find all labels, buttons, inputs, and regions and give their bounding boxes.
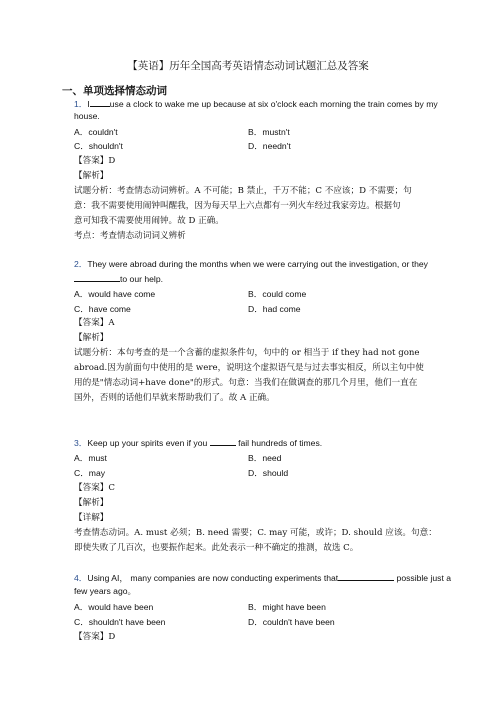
answer-label: 【答案】D: [74, 632, 116, 642]
question-number: 3．: [74, 438, 88, 448]
question-number: 4．: [74, 573, 88, 583]
answer-blank: [74, 272, 120, 282]
answer-blank: [338, 571, 394, 581]
question-number: 1．: [74, 99, 88, 109]
analysis-text: 用的是"情态动词+have done"的形式。句意：当我们在做调查的那几个月里，他们一直在: [74, 378, 418, 388]
option-a: A．would have been: [74, 602, 154, 612]
option-d: D．couldn't have been: [248, 617, 335, 627]
question-4-stem-cont: few years ago。: [74, 586, 137, 596]
analysis-label: 【解析】: [74, 333, 109, 343]
option-a: A．couldn't: [74, 127, 118, 137]
option-c: C．shouldn't have been: [74, 617, 166, 627]
section-heading: 一、单项选择情态动词: [62, 85, 167, 97]
answer-blank: [90, 97, 110, 107]
option-d: D．should: [248, 468, 289, 478]
analysis-text: abroad.因为前面句中使用的是 were，说明这个虚拟语气是与过去事实相反，所以主句中使: [74, 363, 424, 373]
option-b: B．need: [248, 453, 282, 463]
question-2-stem: 2．They were abroad during the months when we were carrying out the investigation, or they: [74, 259, 428, 269]
detail-text: 考查情态动词。A. must 必须；B. need 需要；C. may 可能，或许；D. should 应该。句意：: [74, 528, 437, 538]
question-4-stem: 4．Using AI， many companies are now conducting experiments that possible just a: [74, 573, 452, 583]
analysis-label: 【解析】: [74, 171, 109, 181]
option-c: C．have come: [74, 304, 131, 314]
option-a: A．would have come: [74, 289, 156, 299]
answer-label: 【答案】A: [74, 318, 115, 328]
question-2-stem-cont: to our help.: [74, 272, 163, 286]
option-c: C．may: [74, 468, 106, 478]
analysis-text: 意可知我不需要使用闹钟。故 D 正确。: [74, 216, 224, 226]
analysis-text: 试题分析：本句考查的是一个含蓄的虚拟条件句，句中的 or 相当于 if they had not gone: [74, 348, 420, 358]
question-1-stem: 1．I use a clock to wake me up because at six o'clock each morning the train comes by my: [74, 99, 438, 109]
test-point: 考点：考查情态动词词义辨析: [74, 231, 186, 241]
option-a: A．must: [74, 453, 107, 463]
option-c: C．shouldn't: [74, 141, 123, 151]
analysis-text: 国外，否则的话他们早就来帮助我们了。故 A 正确。: [74, 393, 275, 403]
option-b: B．could come: [248, 289, 307, 299]
answer-label: 【答案】C: [74, 483, 115, 493]
analysis-label: 【解析】: [74, 498, 109, 508]
option-d: D．had come: [248, 304, 301, 314]
question-1-stem-cont: house.: [74, 111, 100, 121]
answer-blank: [210, 436, 236, 446]
option-b: B．mustn't: [248, 127, 290, 137]
question-3-stem: 3．Keep up your spirits even if you fail hundreds of times.: [74, 438, 323, 448]
analysis-text: 试题分析：考查情态动词辨析。A 不可能；B 禁止，千万不能；C 不应该；D 不需要；句: [74, 186, 412, 196]
detail-label: 【详解】: [74, 513, 109, 523]
answer-label: 【答案】D: [74, 156, 116, 166]
detail-text: 即使失败了几百次，也要振作起来。此处表示一种不确定的推测，故选 C。: [74, 543, 359, 553]
option-b: B．might have been: [248, 602, 326, 612]
document-title: 【英语】历年全国高考英语情态动词试题汇总及答案: [127, 60, 369, 72]
question-number: 2．: [74, 259, 88, 269]
analysis-text: 意：我不需要使用闹钟叫醒我，因为每天早上六点都有一列火车经过我家旁边。根据句: [74, 201, 401, 211]
option-d: D．needn't: [248, 141, 291, 151]
